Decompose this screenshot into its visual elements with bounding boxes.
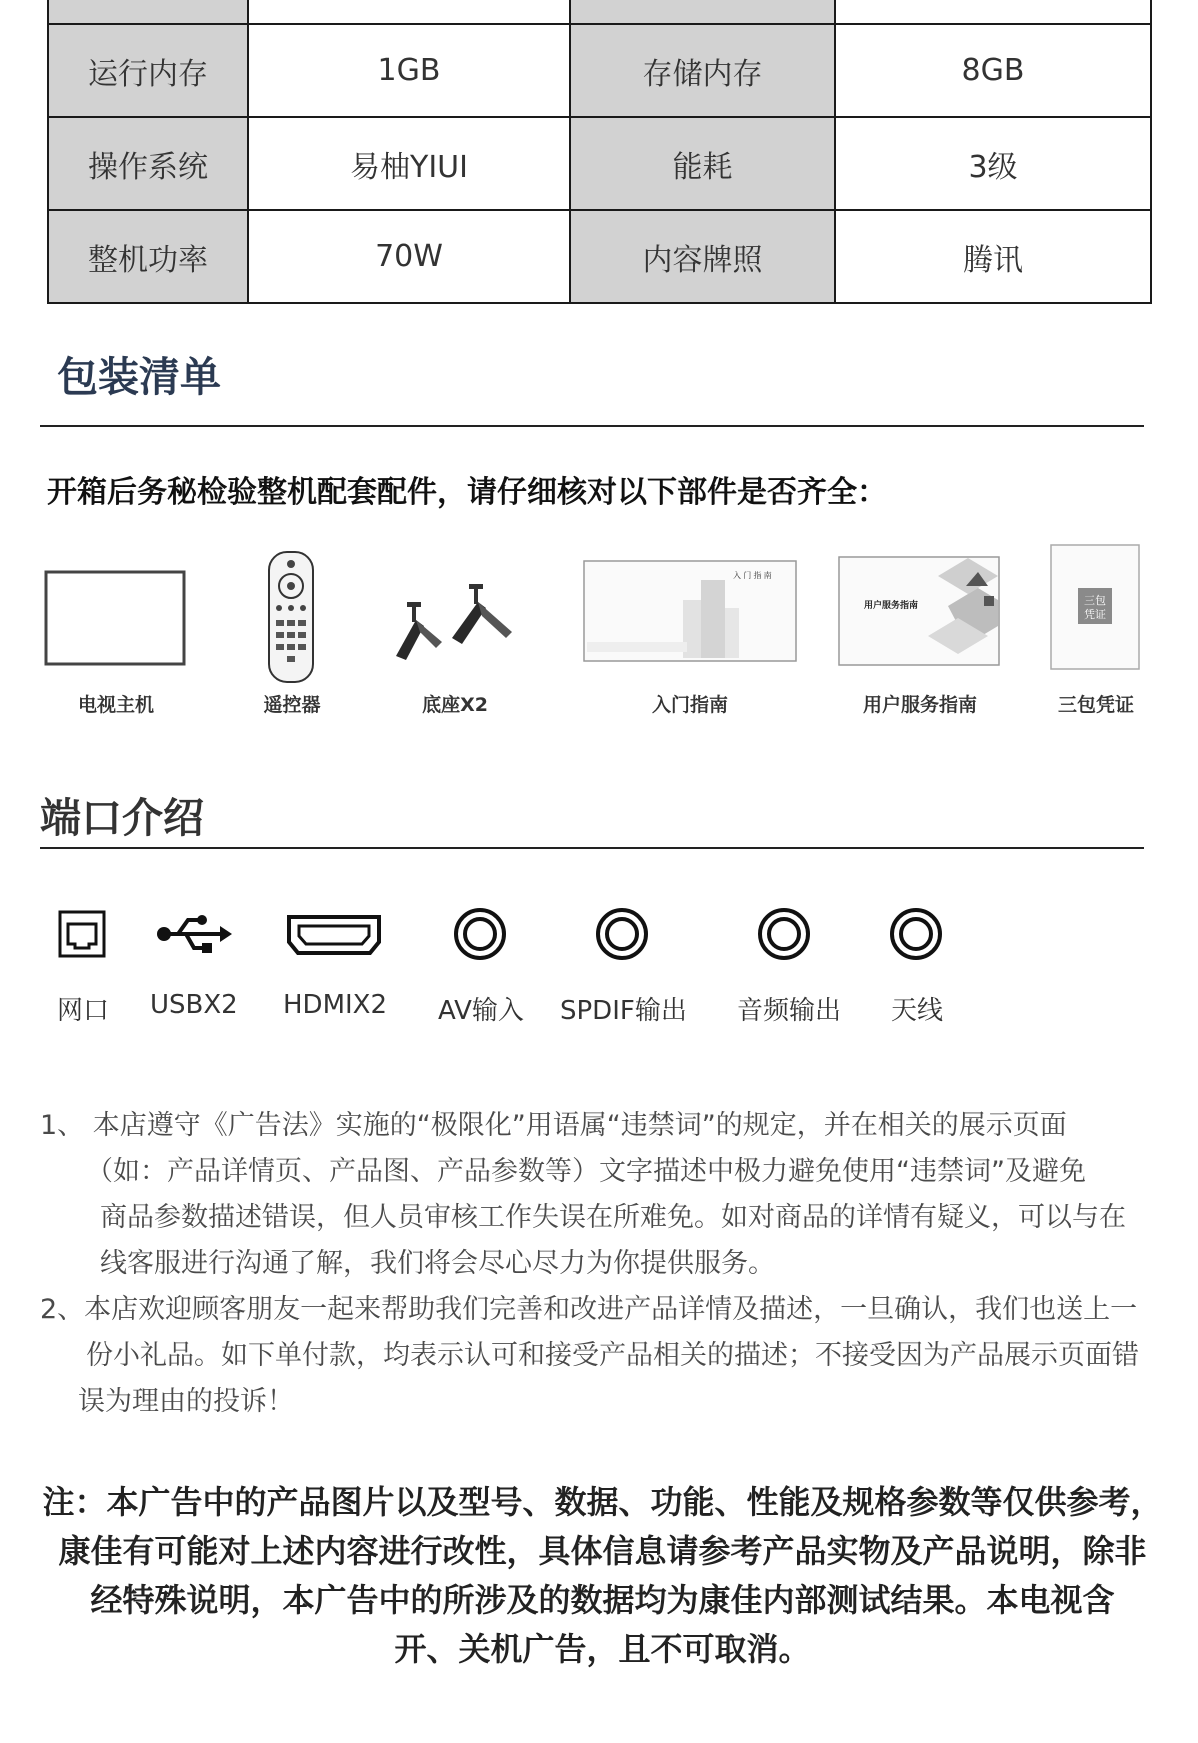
disclaimer-line: 康佳有可能对上述内容进行改性，具体信息请参考产品实物及产品说明，除非 bbox=[58, 1532, 1147, 1570]
spec-label: 内容牌照 bbox=[570, 210, 835, 303]
port-label: SPDIF输出 bbox=[560, 996, 687, 1026]
port-label: USBX2 bbox=[150, 990, 238, 1020]
disclaimer-line: 开、关机广告，且不可取消。 bbox=[394, 1630, 811, 1668]
svg-text:三包: 三包 bbox=[1084, 595, 1106, 607]
spec-value: 腾讯 bbox=[835, 210, 1151, 303]
spec-value: 1GB bbox=[248, 24, 570, 117]
warranty-card-icon bbox=[1050, 544, 1142, 672]
table-row bbox=[48, 117, 1151, 210]
svg-text:入 门 指 南: 入 门 指 南 bbox=[733, 571, 772, 580]
note-line: 1、 本店遵守《广告法》实施的“极限化”用语属“违禁词”的规定，并在相关的展示页面 bbox=[40, 1110, 1067, 1141]
disclaimer bbox=[40, 1478, 1165, 1674]
part-label: 用户服务指南 bbox=[862, 694, 977, 716]
part-label: 电视主机 bbox=[77, 694, 154, 716]
divider bbox=[40, 847, 1144, 849]
audio-port-icon bbox=[756, 906, 812, 962]
disclaimer-line: 经特殊说明，本广告中的所涉及的数据均为康佳内部测试结果。本电视含 bbox=[90, 1581, 1115, 1619]
spec-value: 70W bbox=[248, 210, 570, 303]
svg-text:用户服务指南: 用户服务指南 bbox=[864, 600, 919, 610]
table-row bbox=[48, 210, 1151, 303]
spec-value: 易柚YIUI bbox=[248, 117, 570, 210]
note-line: 商品参数描述错误，但人员审核工作失误在所难免。如对商品的详情有疑义，可以与在 bbox=[100, 1202, 1126, 1233]
service-booklet-icon bbox=[838, 556, 1002, 668]
part-label: 遥控器 bbox=[263, 694, 321, 716]
packing-title: 包装清单 bbox=[57, 353, 221, 401]
av-port-icon bbox=[452, 906, 508, 962]
usb-icon bbox=[154, 910, 234, 958]
ethernet-port-icon bbox=[58, 910, 106, 958]
spec-label: 操作系统 bbox=[48, 117, 248, 210]
spec-value: 3级 bbox=[835, 117, 1151, 210]
spec-label: 整机功率 bbox=[48, 210, 248, 303]
note-line: 份小礼品。如下单付款，均表示认可和接受产品相关的描述；不接受因为产品展示页面错 bbox=[86, 1340, 1139, 1371]
note-line: 线客服进行沟通了解，我们将会尽心尽力为你提供服务。 bbox=[100, 1248, 775, 1279]
part-label: 三包凭证 bbox=[1057, 694, 1134, 716]
part-label: 入门指南 bbox=[651, 694, 728, 716]
part-label: 底座X2 bbox=[422, 694, 488, 716]
store-notes bbox=[40, 1103, 1165, 1425]
note-line: （如：产品详情页、产品图、产品参数等）文字描述中极力避免使用“违禁词”及避免 bbox=[86, 1156, 1086, 1187]
port-label: HDMIX2 bbox=[283, 990, 388, 1020]
table-row bbox=[48, 24, 1151, 117]
ports-title: 端口介绍 bbox=[40, 794, 204, 842]
antenna-port-icon bbox=[888, 906, 944, 962]
hdmi-icon bbox=[286, 914, 382, 956]
spec-value: 8GB bbox=[835, 24, 1151, 117]
tv-icon bbox=[44, 570, 188, 670]
packing-subtitle: 开箱后务秘检验整机配套配件，请仔细核对以下部件是否齐全： bbox=[47, 475, 887, 510]
port-label: 音频输出 bbox=[737, 996, 842, 1026]
table-row bbox=[48, 0, 1151, 24]
spec-label: 能耗 bbox=[570, 117, 835, 210]
divider bbox=[40, 425, 1144, 427]
note-line: 误为理由的投诉！ bbox=[78, 1386, 294, 1417]
spec-label: 存储内存 bbox=[570, 24, 835, 117]
svg-text:凭证: 凭证 bbox=[1084, 609, 1106, 621]
port-label: 网口 bbox=[57, 996, 110, 1026]
spdif-port-icon bbox=[594, 906, 650, 962]
guide-booklet-icon bbox=[583, 560, 798, 664]
port-label: AV输入 bbox=[438, 996, 524, 1026]
stand-icon bbox=[388, 582, 520, 662]
disclaimer-line: 注：本广告中的产品图片以及型号、数据、功能、性能及规格参数等仅供参考， bbox=[42, 1483, 1163, 1521]
note-line: 2、本店欢迎顾客朋友一起来帮助我们完善和改进产品详情及描述，一旦确认，我们也送上一 bbox=[40, 1294, 1138, 1325]
port-label: 天线 bbox=[891, 996, 944, 1026]
spec-label: 运行内存 bbox=[48, 24, 248, 117]
spec-table bbox=[47, 0, 1152, 304]
remote-icon bbox=[266, 550, 318, 686]
